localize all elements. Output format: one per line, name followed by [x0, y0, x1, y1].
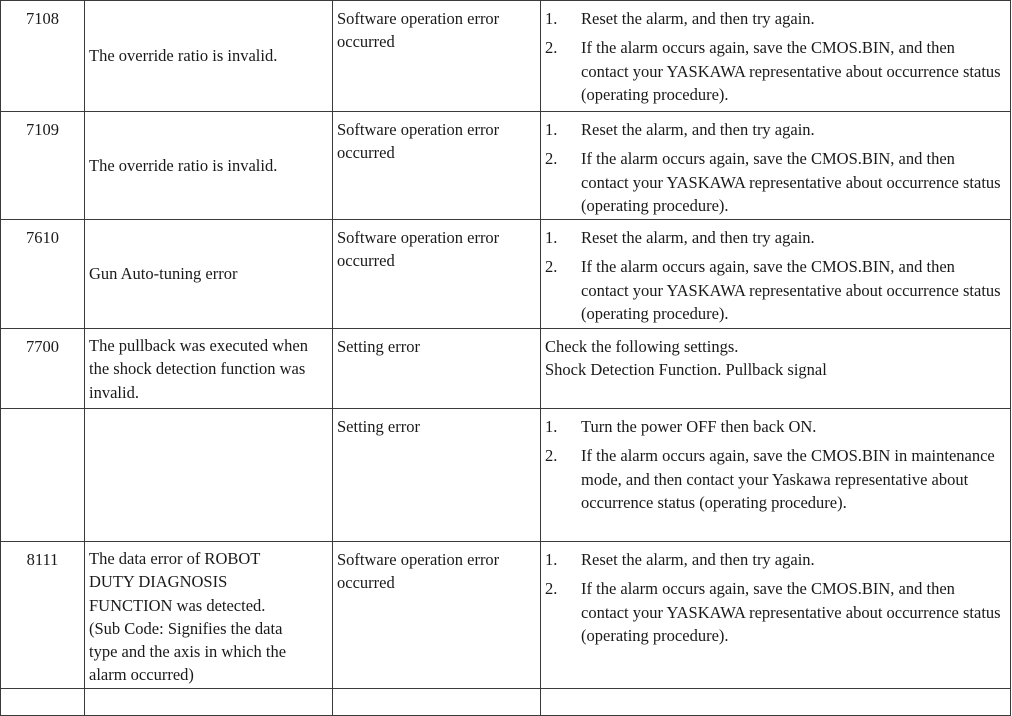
alarm-code: 7109: [1, 112, 85, 220]
remedy-step: [545, 415, 1006, 438]
alarm-message: Gun Auto-tuning error: [85, 220, 333, 329]
remedy-line: Check the following settings.: [545, 337, 739, 356]
step-number: 1.: [545, 120, 558, 139]
message-line: DUTY DIAGNOSIS: [89, 572, 228, 592]
remedy-step: [545, 444, 1006, 514]
step-text: If the alarm occurs again, save the CMOS.BIN, and then contact your YASKAWA representative about occurrence status (operating procedure).: [581, 257, 1001, 323]
remedy-step: [545, 226, 1006, 249]
table-cell: [333, 689, 541, 716]
table-row: [1, 112, 1011, 220]
alarm-remedy: [541, 409, 1011, 542]
message-line: FUNCTION was detected.: [89, 595, 266, 615]
step-text: If the alarm occurs again, save the CMOS.BIN in maintenance mode, and then contact your Yaskawa representative about occurrence status (operating procedure).: [581, 446, 995, 512]
step-number: 2.: [545, 38, 558, 58]
alarm-code: 7610: [1, 220, 85, 329]
alarm-remedy: [541, 220, 1011, 329]
alarm-remedy: [541, 329, 1011, 409]
table-row: [1, 409, 1011, 542]
table-row: [1, 220, 1011, 329]
alarm-remedy: [541, 1, 1011, 112]
step-text: If the alarm occurs again, save the CMOS.BIN, and then contact your YASKAWA representative about occurrence status (operating procedure).: [581, 38, 1001, 104]
step-number: 1.: [545, 550, 558, 569]
step-number: 1.: [545, 228, 558, 247]
remedy-step: [545, 36, 1006, 106]
alarm-cause: Software operation error occurred: [333, 1, 541, 112]
alarm-message: [85, 409, 333, 542]
alarm-code: 8111: [1, 542, 85, 689]
alarm-remedy: [541, 542, 1011, 689]
alarm-message: [85, 542, 333, 689]
alarm-cause: Setting error: [333, 409, 541, 542]
remedy-step: [545, 147, 1006, 217]
step-text: Turn the power OFF then back ON.: [581, 417, 817, 436]
alarm-cause: Setting error: [333, 329, 541, 409]
alarm-code: 7700: [1, 329, 85, 409]
alarm-cause: Software operation error occurred: [333, 220, 541, 329]
step-text: Reset the alarm, and then try again.: [581, 228, 815, 247]
alarm-remedy: [541, 112, 1011, 220]
message-line: The data error of ROBOT: [89, 549, 261, 568]
table-cell: [85, 689, 333, 716]
remedy-step: [545, 548, 1006, 571]
alarm-message: The override ratio is invalid.: [85, 112, 333, 220]
alarm-code: [1, 409, 85, 542]
step-number: 2.: [545, 149, 558, 169]
remedy-step: [545, 577, 1006, 647]
table-row: [1, 542, 1011, 689]
step-text: Reset the alarm, and then try again.: [581, 9, 815, 28]
step-number: 1.: [545, 417, 558, 436]
message-line: (Sub Code: Signifies the data: [89, 618, 283, 638]
table-row: [1, 1, 1011, 112]
message-line: type and the axis in which the: [89, 642, 287, 662]
step-text: If the alarm occurs again, save the CMOS.BIN, and then contact your YASKAWA representative about occurrence status (operating procedure).: [581, 579, 1001, 645]
table-cell: [541, 689, 1011, 716]
remedy-step: [545, 7, 1006, 30]
step-number: 2.: [545, 257, 558, 277]
remedy-step: [545, 255, 1006, 325]
step-number: 2.: [545, 446, 558, 466]
alarm-cause: Software operation error occurred: [333, 542, 541, 689]
table-cell: [1, 689, 85, 716]
step-text: If the alarm occurs again, save the CMOS.BIN, and then contact your YASKAWA representative about occurrence status (operating procedure).: [581, 149, 1001, 215]
step-text: Reset the alarm, and then try again.: [581, 120, 815, 139]
remedy-step: [545, 118, 1006, 141]
step-number: 1.: [545, 9, 558, 28]
remedy-line: Shock Detection Function. Pullback signal: [545, 360, 827, 380]
step-text: Reset the alarm, and then try again.: [581, 550, 815, 569]
alarm-code: 7108: [1, 1, 85, 112]
step-number: 2.: [545, 579, 558, 599]
alarm-message: The override ratio is invalid.: [85, 1, 333, 112]
table-row: [1, 329, 1011, 409]
message-line: alarm occurred): [89, 665, 194, 685]
alarm-message: The pullback was executed when the shock detection function was invalid.: [85, 329, 333, 409]
alarm-cause: Software operation error occurred: [333, 112, 541, 220]
table-row: [1, 689, 1011, 716]
